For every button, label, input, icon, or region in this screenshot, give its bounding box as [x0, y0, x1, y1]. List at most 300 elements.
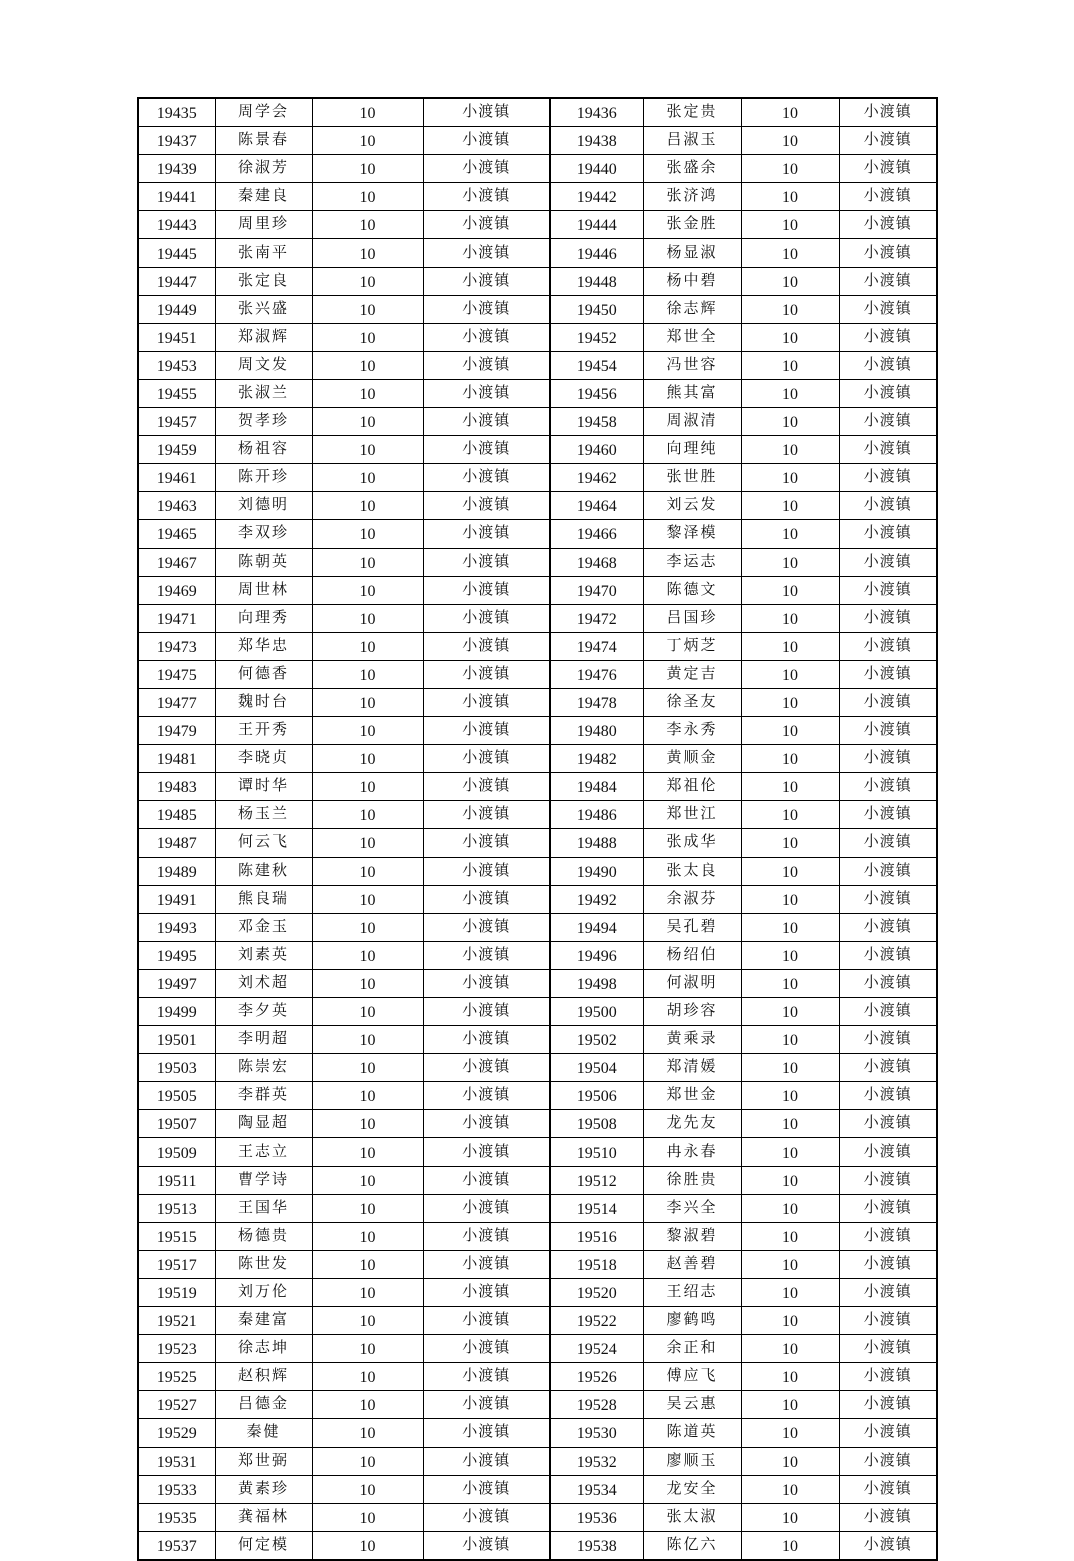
- right-person-name-cell: 吕国珍: [643, 604, 741, 632]
- right-town-name-cell: 小渡镇: [839, 1166, 937, 1194]
- left-town-name-cell: 小渡镇: [423, 1250, 550, 1278]
- left-person-name-cell: 何云飞: [215, 829, 312, 857]
- left-person-name-cell: 刘万伦: [215, 1278, 312, 1306]
- table-row: [138, 408, 937, 436]
- table-row: [138, 127, 937, 155]
- left-town-name-cell: 小渡镇: [423, 660, 550, 688]
- right-amount-cell: 10: [741, 295, 839, 323]
- right-record-id-cell: 19504: [550, 1054, 643, 1082]
- left-person-name-cell: 刘德明: [215, 492, 312, 520]
- table-row: [138, 464, 937, 492]
- right-town-name-cell: 小渡镇: [839, 941, 937, 969]
- right-amount-cell: 10: [741, 98, 839, 127]
- right-record-id-cell: 19478: [550, 688, 643, 716]
- right-amount-cell: 10: [741, 604, 839, 632]
- right-town-name-cell: 小渡镇: [839, 801, 937, 829]
- left-town-name-cell: 小渡镇: [423, 941, 550, 969]
- table-row: [138, 660, 937, 688]
- right-town-name-cell: 小渡镇: [839, 1054, 937, 1082]
- right-town-name-cell: 小渡镇: [839, 1363, 937, 1391]
- left-amount-cell: 10: [312, 548, 423, 576]
- right-amount-cell: 10: [741, 267, 839, 295]
- left-person-name-cell: 熊良瑞: [215, 885, 312, 913]
- left-town-name-cell: 小渡镇: [423, 211, 550, 239]
- left-person-name-cell: 周学会: [215, 98, 312, 127]
- left-person-name-cell: 何德香: [215, 660, 312, 688]
- right-amount-cell: 10: [741, 492, 839, 520]
- right-amount-cell: 10: [741, 1531, 839, 1560]
- left-town-name-cell: 小渡镇: [423, 1503, 550, 1531]
- right-person-name-cell: 丁炳芝: [643, 632, 741, 660]
- left-record-id-cell: 19511: [138, 1166, 215, 1194]
- right-record-id-cell: 19456: [550, 379, 643, 407]
- left-amount-cell: 10: [312, 688, 423, 716]
- left-town-name-cell: 小渡镇: [423, 351, 550, 379]
- table-row: [138, 969, 937, 997]
- right-record-id-cell: 19464: [550, 492, 643, 520]
- left-amount-cell: 10: [312, 295, 423, 323]
- left-town-name-cell: 小渡镇: [423, 913, 550, 941]
- left-person-name-cell: 陈崇宏: [215, 1054, 312, 1082]
- right-town-name-cell: 小渡镇: [839, 885, 937, 913]
- right-amount-cell: 10: [741, 1194, 839, 1222]
- right-amount-cell: 10: [741, 323, 839, 351]
- right-record-id-cell: 19526: [550, 1363, 643, 1391]
- left-record-id-cell: 19531: [138, 1447, 215, 1475]
- table-row: [138, 379, 937, 407]
- right-amount-cell: 10: [741, 548, 839, 576]
- right-record-id-cell: 19538: [550, 1531, 643, 1560]
- right-town-name-cell: 小渡镇: [839, 1307, 937, 1335]
- right-person-name-cell: 郑世全: [643, 323, 741, 351]
- left-person-name-cell: 刘术超: [215, 969, 312, 997]
- left-record-id-cell: 19443: [138, 211, 215, 239]
- right-amount-cell: 10: [741, 183, 839, 211]
- right-town-name-cell: 小渡镇: [839, 998, 937, 1026]
- right-amount-cell: 10: [741, 745, 839, 773]
- left-town-name-cell: 小渡镇: [423, 1307, 550, 1335]
- left-person-name-cell: 王国华: [215, 1194, 312, 1222]
- left-record-id-cell: 19529: [138, 1419, 215, 1447]
- left-town-name-cell: 小渡镇: [423, 1278, 550, 1306]
- right-town-name-cell: 小渡镇: [839, 717, 937, 745]
- left-person-name-cell: 周世林: [215, 576, 312, 604]
- left-amount-cell: 10: [312, 1307, 423, 1335]
- left-person-name-cell: 赵积辉: [215, 1363, 312, 1391]
- right-town-name-cell: 小渡镇: [839, 969, 937, 997]
- left-record-id-cell: 19501: [138, 1026, 215, 1054]
- left-amount-cell: 10: [312, 941, 423, 969]
- table-row: [138, 1138, 937, 1166]
- right-record-id-cell: 19514: [550, 1194, 643, 1222]
- right-record-id-cell: 19452: [550, 323, 643, 351]
- right-person-name-cell: 张太良: [643, 857, 741, 885]
- right-amount-cell: 10: [741, 1166, 839, 1194]
- left-amount-cell: 10: [312, 829, 423, 857]
- left-amount-cell: 10: [312, 408, 423, 436]
- right-person-name-cell: 龙安全: [643, 1475, 741, 1503]
- right-amount-cell: 10: [741, 464, 839, 492]
- left-person-name-cell: 秦健: [215, 1419, 312, 1447]
- right-record-id-cell: 19450: [550, 295, 643, 323]
- right-amount-cell: 10: [741, 1278, 839, 1306]
- left-amount-cell: 10: [312, 127, 423, 155]
- right-person-name-cell: 吴云惠: [643, 1391, 741, 1419]
- right-town-name-cell: 小渡镇: [839, 155, 937, 183]
- left-record-id-cell: 19521: [138, 1307, 215, 1335]
- right-amount-cell: 10: [741, 127, 839, 155]
- left-town-name-cell: 小渡镇: [423, 829, 550, 857]
- table-row: [138, 576, 937, 604]
- right-amount-cell: 10: [741, 1054, 839, 1082]
- left-record-id-cell: 19519: [138, 1278, 215, 1306]
- left-person-name-cell: 曹学诗: [215, 1166, 312, 1194]
- right-amount-cell: 10: [741, 1250, 839, 1278]
- left-amount-cell: 10: [312, 1391, 423, 1419]
- left-amount-cell: 10: [312, 1082, 423, 1110]
- right-town-name-cell: 小渡镇: [839, 211, 937, 239]
- left-person-name-cell: 陈世发: [215, 1250, 312, 1278]
- left-amount-cell: 10: [312, 436, 423, 464]
- right-record-id-cell: 19506: [550, 1082, 643, 1110]
- right-person-name-cell: 吕淑玉: [643, 127, 741, 155]
- left-amount-cell: 10: [312, 323, 423, 351]
- left-person-name-cell: 杨玉兰: [215, 801, 312, 829]
- left-person-name-cell: 吕德金: [215, 1391, 312, 1419]
- left-amount-cell: 10: [312, 351, 423, 379]
- right-person-name-cell: 张济鸿: [643, 183, 741, 211]
- table-row: [138, 155, 937, 183]
- right-person-name-cell: 熊其富: [643, 379, 741, 407]
- left-person-name-cell: 周文发: [215, 351, 312, 379]
- left-amount-cell: 10: [312, 1250, 423, 1278]
- right-record-id-cell: 19462: [550, 464, 643, 492]
- right-town-name-cell: 小渡镇: [839, 1026, 937, 1054]
- right-record-id-cell: 19480: [550, 717, 643, 745]
- left-town-name-cell: 小渡镇: [423, 717, 550, 745]
- left-person-name-cell: 徐志坤: [215, 1335, 312, 1363]
- right-person-name-cell: 张盛余: [643, 155, 741, 183]
- left-record-id-cell: 19453: [138, 351, 215, 379]
- left-amount-cell: 10: [312, 998, 423, 1026]
- left-town-name-cell: 小渡镇: [423, 436, 550, 464]
- right-record-id-cell: 19454: [550, 351, 643, 379]
- left-town-name-cell: 小渡镇: [423, 239, 550, 267]
- left-record-id-cell: 19517: [138, 1250, 215, 1278]
- left-town-name-cell: 小渡镇: [423, 492, 550, 520]
- left-record-id-cell: 19477: [138, 688, 215, 716]
- right-town-name-cell: 小渡镇: [839, 464, 937, 492]
- right-person-name-cell: 陈亿六: [643, 1531, 741, 1560]
- right-amount-cell: 10: [741, 632, 839, 660]
- left-town-name-cell: 小渡镇: [423, 1082, 550, 1110]
- right-record-id-cell: 19524: [550, 1335, 643, 1363]
- right-town-name-cell: 小渡镇: [839, 323, 937, 351]
- right-person-name-cell: 杨中碧: [643, 267, 741, 295]
- left-person-name-cell: 黄素珍: [215, 1475, 312, 1503]
- right-person-name-cell: 冉永春: [643, 1138, 741, 1166]
- table-row: [138, 632, 937, 660]
- right-amount-cell: 10: [741, 857, 839, 885]
- left-record-id-cell: 19439: [138, 155, 215, 183]
- left-amount-cell: 10: [312, 857, 423, 885]
- left-amount-cell: 10: [312, 464, 423, 492]
- left-person-name-cell: 邓金玉: [215, 913, 312, 941]
- left-town-name-cell: 小渡镇: [423, 801, 550, 829]
- right-record-id-cell: 19498: [550, 969, 643, 997]
- left-town-name-cell: 小渡镇: [423, 1026, 550, 1054]
- left-town-name-cell: 小渡镇: [423, 688, 550, 716]
- right-town-name-cell: 小渡镇: [839, 1138, 937, 1166]
- left-record-id-cell: 19537: [138, 1531, 215, 1560]
- left-amount-cell: 10: [312, 604, 423, 632]
- table-row: [138, 1503, 937, 1531]
- right-town-name-cell: 小渡镇: [839, 548, 937, 576]
- right-record-id-cell: 19490: [550, 857, 643, 885]
- left-amount-cell: 10: [312, 1419, 423, 1447]
- left-amount-cell: 10: [312, 969, 423, 997]
- table-row: [138, 773, 937, 801]
- left-person-name-cell: 徐淑芳: [215, 155, 312, 183]
- right-amount-cell: 10: [741, 1307, 839, 1335]
- left-record-id-cell: 19447: [138, 267, 215, 295]
- table-row: [138, 267, 937, 295]
- right-amount-cell: 10: [741, 1026, 839, 1054]
- right-amount-cell: 10: [741, 576, 839, 604]
- right-person-name-cell: 郑清媛: [643, 1054, 741, 1082]
- right-record-id-cell: 19436: [550, 98, 643, 127]
- right-town-name-cell: 小渡镇: [839, 745, 937, 773]
- right-town-name-cell: 小渡镇: [839, 408, 937, 436]
- left-amount-cell: 10: [312, 1447, 423, 1475]
- left-record-id-cell: 19469: [138, 576, 215, 604]
- right-person-name-cell: 张成华: [643, 829, 741, 857]
- right-person-name-cell: 郑祖伦: [643, 773, 741, 801]
- right-record-id-cell: 19530: [550, 1419, 643, 1447]
- right-amount-cell: 10: [741, 408, 839, 436]
- right-person-name-cell: 李运志: [643, 548, 741, 576]
- left-record-id-cell: 19483: [138, 773, 215, 801]
- left-person-name-cell: 张兴盛: [215, 295, 312, 323]
- left-amount-cell: 10: [312, 717, 423, 745]
- table-row: [138, 1307, 937, 1335]
- table-row: [138, 1475, 937, 1503]
- right-record-id-cell: 19532: [550, 1447, 643, 1475]
- left-town-name-cell: 小渡镇: [423, 1419, 550, 1447]
- right-record-id-cell: 19474: [550, 632, 643, 660]
- right-amount-cell: 10: [741, 1447, 839, 1475]
- right-amount-cell: 10: [741, 351, 839, 379]
- left-person-name-cell: 张定良: [215, 267, 312, 295]
- left-amount-cell: 10: [312, 1054, 423, 1082]
- left-person-name-cell: 陈建秋: [215, 857, 312, 885]
- left-record-id-cell: 19503: [138, 1054, 215, 1082]
- right-amount-cell: 10: [741, 941, 839, 969]
- right-person-name-cell: 黄定吉: [643, 660, 741, 688]
- right-record-id-cell: 19468: [550, 548, 643, 576]
- right-town-name-cell: 小渡镇: [839, 127, 937, 155]
- table-row: [138, 1335, 937, 1363]
- left-record-id-cell: 19479: [138, 717, 215, 745]
- right-record-id-cell: 19472: [550, 604, 643, 632]
- left-record-id-cell: 19437: [138, 127, 215, 155]
- left-amount-cell: 10: [312, 267, 423, 295]
- right-town-name-cell: 小渡镇: [839, 1531, 937, 1560]
- right-amount-cell: 10: [741, 155, 839, 183]
- left-person-name-cell: 何定模: [215, 1531, 312, 1560]
- left-record-id-cell: 19441: [138, 183, 215, 211]
- left-person-name-cell: 王志立: [215, 1138, 312, 1166]
- right-person-name-cell: 张世胜: [643, 464, 741, 492]
- left-town-name-cell: 小渡镇: [423, 1335, 550, 1363]
- right-record-id-cell: 19510: [550, 1138, 643, 1166]
- left-town-name-cell: 小渡镇: [423, 1054, 550, 1082]
- left-amount-cell: 10: [312, 1503, 423, 1531]
- right-person-name-cell: 徐志辉: [643, 295, 741, 323]
- left-record-id-cell: 19471: [138, 604, 215, 632]
- left-town-name-cell: 小渡镇: [423, 1447, 550, 1475]
- left-town-name-cell: 小渡镇: [423, 632, 550, 660]
- right-amount-cell: 10: [741, 998, 839, 1026]
- right-amount-cell: 10: [741, 801, 839, 829]
- right-person-name-cell: 郑世江: [643, 801, 741, 829]
- left-amount-cell: 10: [312, 520, 423, 548]
- left-town-name-cell: 小渡镇: [423, 548, 550, 576]
- left-amount-cell: 10: [312, 1194, 423, 1222]
- left-record-id-cell: 19513: [138, 1194, 215, 1222]
- left-person-name-cell: 张淑兰: [215, 379, 312, 407]
- right-amount-cell: 10: [741, 1082, 839, 1110]
- left-amount-cell: 10: [312, 492, 423, 520]
- roster-table: [137, 97, 938, 1561]
- right-person-name-cell: 李永秀: [643, 717, 741, 745]
- right-amount-cell: 10: [741, 688, 839, 716]
- table-row: [138, 801, 937, 829]
- right-record-id-cell: 19500: [550, 998, 643, 1026]
- table-row: [138, 1026, 937, 1054]
- left-record-id-cell: 19463: [138, 492, 215, 520]
- right-amount-cell: 10: [741, 1391, 839, 1419]
- right-town-name-cell: 小渡镇: [839, 239, 937, 267]
- table-row: [138, 829, 937, 857]
- right-record-id-cell: 19492: [550, 885, 643, 913]
- left-person-name-cell: 郑世弼: [215, 1447, 312, 1475]
- left-record-id-cell: 19487: [138, 829, 215, 857]
- right-town-name-cell: 小渡镇: [839, 1222, 937, 1250]
- table-row: [138, 183, 937, 211]
- table-row: [138, 492, 937, 520]
- left-amount-cell: 10: [312, 155, 423, 183]
- left-town-name-cell: 小渡镇: [423, 1166, 550, 1194]
- table-row: [138, 1250, 937, 1278]
- left-record-id-cell: 19497: [138, 969, 215, 997]
- left-amount-cell: 10: [312, 1110, 423, 1138]
- left-amount-cell: 10: [312, 1335, 423, 1363]
- left-person-name-cell: 龚福林: [215, 1503, 312, 1531]
- table-row: [138, 941, 937, 969]
- right-town-name-cell: 小渡镇: [839, 913, 937, 941]
- right-town-name-cell: 小渡镇: [839, 829, 937, 857]
- right-town-name-cell: 小渡镇: [839, 632, 937, 660]
- table-row: [138, 1166, 937, 1194]
- right-town-name-cell: 小渡镇: [839, 1391, 937, 1419]
- right-person-name-cell: 郑世金: [643, 1082, 741, 1110]
- left-record-id-cell: 19455: [138, 379, 215, 407]
- left-record-id-cell: 19525: [138, 1363, 215, 1391]
- left-record-id-cell: 19435: [138, 98, 215, 127]
- left-person-name-cell: 李晓贞: [215, 745, 312, 773]
- right-town-name-cell: 小渡镇: [839, 267, 937, 295]
- left-person-name-cell: 李双珍: [215, 520, 312, 548]
- left-town-name-cell: 小渡镇: [423, 885, 550, 913]
- right-amount-cell: 10: [741, 829, 839, 857]
- table-row: [138, 1391, 937, 1419]
- right-person-name-cell: 黎淑碧: [643, 1222, 741, 1250]
- right-amount-cell: 10: [741, 1503, 839, 1531]
- right-person-name-cell: 胡珍容: [643, 998, 741, 1026]
- right-town-name-cell: 小渡镇: [839, 379, 937, 407]
- right-person-name-cell: 陈道英: [643, 1419, 741, 1447]
- table-row: [138, 351, 937, 379]
- left-record-id-cell: 19523: [138, 1335, 215, 1363]
- left-record-id-cell: 19459: [138, 436, 215, 464]
- table-row: [138, 323, 937, 351]
- right-record-id-cell: 19502: [550, 1026, 643, 1054]
- right-person-name-cell: 张定贵: [643, 98, 741, 127]
- left-person-name-cell: 李群英: [215, 1082, 312, 1110]
- right-town-name-cell: 小渡镇: [839, 295, 937, 323]
- table-row: [138, 717, 937, 745]
- left-town-name-cell: 小渡镇: [423, 857, 550, 885]
- right-amount-cell: 10: [741, 520, 839, 548]
- right-person-name-cell: 余正和: [643, 1335, 741, 1363]
- left-town-name-cell: 小渡镇: [423, 323, 550, 351]
- left-record-id-cell: 19467: [138, 548, 215, 576]
- left-town-name-cell: 小渡镇: [423, 1391, 550, 1419]
- left-amount-cell: 10: [312, 913, 423, 941]
- right-record-id-cell: 19518: [550, 1250, 643, 1278]
- left-town-name-cell: 小渡镇: [423, 969, 550, 997]
- right-town-name-cell: 小渡镇: [839, 1278, 937, 1306]
- right-amount-cell: 10: [741, 239, 839, 267]
- left-amount-cell: 10: [312, 745, 423, 773]
- right-amount-cell: 10: [741, 1110, 839, 1138]
- left-town-name-cell: 小渡镇: [423, 379, 550, 407]
- right-town-name-cell: 小渡镇: [839, 98, 937, 127]
- left-person-name-cell: 李夕英: [215, 998, 312, 1026]
- left-amount-cell: 10: [312, 1026, 423, 1054]
- right-town-name-cell: 小渡镇: [839, 660, 937, 688]
- left-record-id-cell: 19515: [138, 1222, 215, 1250]
- left-person-name-cell: 杨祖容: [215, 436, 312, 464]
- right-person-name-cell: 黄顺金: [643, 745, 741, 773]
- right-record-id-cell: 19446: [550, 239, 643, 267]
- right-record-id-cell: 19494: [550, 913, 643, 941]
- left-record-id-cell: 19535: [138, 1503, 215, 1531]
- right-amount-cell: 10: [741, 1363, 839, 1391]
- right-person-name-cell: 周淑清: [643, 408, 741, 436]
- left-person-name-cell: 郑淑辉: [215, 323, 312, 351]
- right-person-name-cell: 黎泽模: [643, 520, 741, 548]
- left-amount-cell: 10: [312, 183, 423, 211]
- right-town-name-cell: 小渡镇: [839, 1335, 937, 1363]
- table-row: [138, 98, 937, 127]
- left-town-name-cell: 小渡镇: [423, 1475, 550, 1503]
- right-record-id-cell: 19528: [550, 1391, 643, 1419]
- table-row: [138, 1082, 937, 1110]
- right-record-id-cell: 19460: [550, 436, 643, 464]
- left-town-name-cell: 小渡镇: [423, 267, 550, 295]
